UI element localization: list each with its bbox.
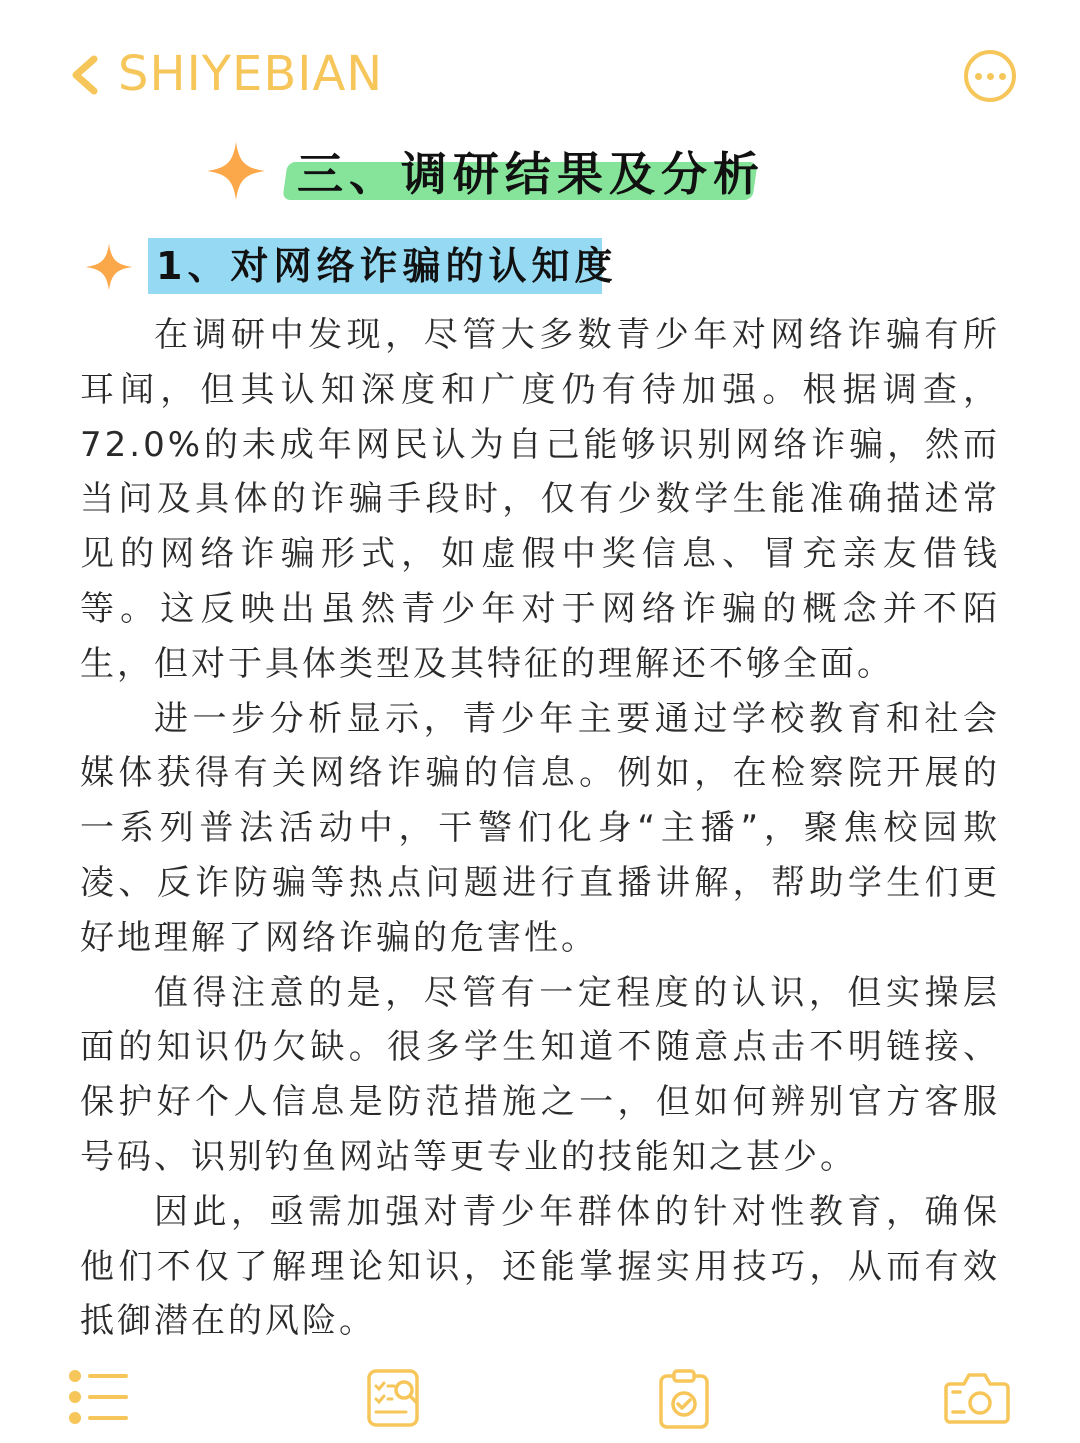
paragraph: 在调研中发现，尽管大多数青少年对网络诈骗有所耳闻，但其认知深度和广度仍有待加强。根据调查，72.0%的未成年网民认为自己能够识别网络诈骗，然而当问及具体的诈骗手段时，仅有少数学生能准确描述常见的网络诈骗形式，如虚假中奖信息、冒充亲友借钱等。这反映出虽然青少年对于网络诈骗的概念并不陌生，但对于具体类型及其特征的理解还不够全面。 <box>80 315 1000 684</box>
section-title: 三、调研结果及分析 <box>297 147 765 201</box>
paragraph: 值得注意的是，尽管有一定程度的认识，但实操层面的知识仍欠缺。很多学生知道不随意点击不明链接、保护好个人信息是防范措施之一，但如何辨别官方客服号码、识别钓鱼网站等更专业的技能知之甚少。 <box>80 972 1000 1177</box>
search-checklist-icon[interactable] <box>366 1368 422 1428</box>
list-icon[interactable] <box>68 1368 130 1426</box>
bottom-toolbar <box>0 1360 1080 1443</box>
sparkle-icon <box>205 140 267 202</box>
app-title: SHIYEBIAN <box>118 46 384 102</box>
paragraph: 因此，亟需加强对青少年群体的针对性教育，确保他们不仅了解理论知识，还能掌握实用技巧，从而有效抵御潜在的风险。 <box>80 1191 1000 1342</box>
article-body <box>80 308 1000 1349</box>
subsection-heading <box>80 236 620 300</box>
sparkle-icon <box>84 242 134 292</box>
paragraph: 进一步分析显示，青少年主要通过学校教育和社会媒体获得有关网络诈骗的信息。例如，在检察院开展的一系列普法活动中，干警们化身“主播”，聚焦校园欺凌、反诈防骗等热点问题进行直播讲解，帮助学生们更好地理解了网络诈骗的危害性。 <box>80 698 1000 958</box>
camera-icon[interactable] <box>944 1368 1010 1426</box>
section-heading <box>205 140 765 210</box>
subsection-title: 1、对网络诈骗的认知度 <box>156 244 618 288</box>
clipboard-check-icon[interactable] <box>658 1368 710 1430</box>
more-horizontal-icon[interactable] <box>964 50 1016 102</box>
chevron-left-icon[interactable] <box>62 52 108 98</box>
top-bar <box>0 0 1080 130</box>
